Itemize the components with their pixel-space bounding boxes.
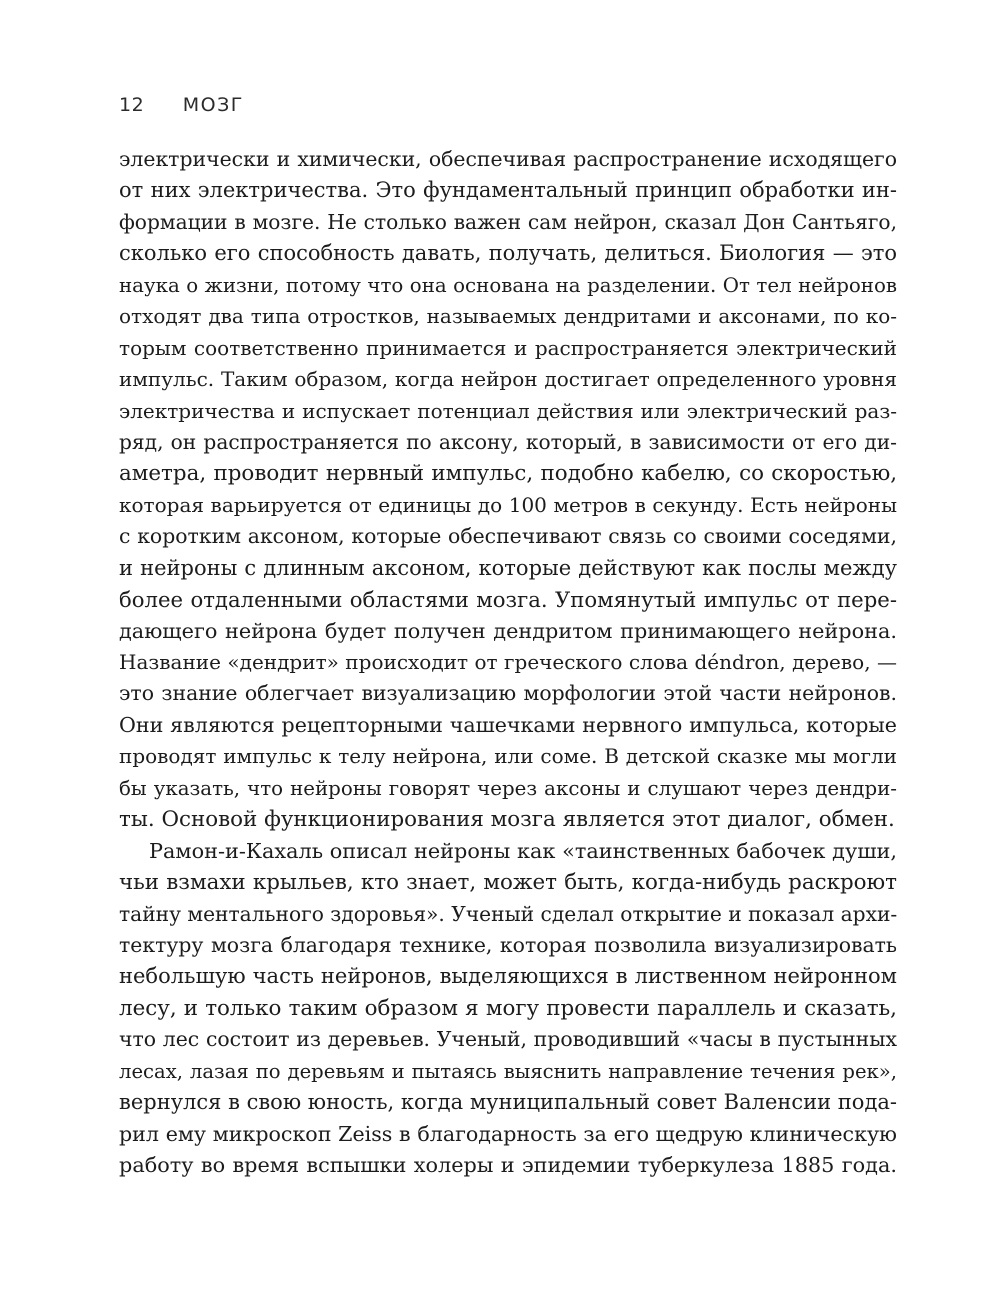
text-line: отходят два типа отростков, называемых дендритами и аксонами, по ко-: [119, 304, 897, 329]
text-line: бы указать, что нейроны говорят через аксоны и слушают через дендри-: [119, 776, 897, 800]
chapter-title: МОЗГ: [182, 94, 244, 116]
text-line: от них электричества. Это фундаментальный принцип обработки ин-: [119, 178, 897, 203]
text-line: ты. Основой функционирования мозга является этот диалог, обмен.: [119, 807, 895, 833]
text-line: работу во время вспышки холеры и эпидемии туберкулеза 1885 года.: [119, 1153, 897, 1177]
text-line: Название «дендрит» происходит от греческого слова déndron, дерево, —: [119, 650, 897, 674]
text-line: тектуру мозга благодаря технике, которая позволила визуализировать: [119, 932, 897, 957]
text-line: ряд, он распространяется по аксону, который, в зависимости от его ди-: [119, 429, 897, 454]
text-line: проводят импульс к телу нейрона, или соме. В детской сказке мы могли: [119, 744, 897, 769]
paragraph-1: [119, 144, 897, 836]
text-line: это знание облегчает визуализацию морфологии этой части нейронов.: [119, 681, 897, 706]
text-line: с коротким аксоном, которые обеспечивают связь со своими соседями,: [119, 524, 897, 549]
text-line: формации в мозге. Не столько важен сам нейрон, сказал Дон Сантьяго,: [119, 209, 897, 234]
text-line: которая варьируется от единицы до 100 метров в секунду. Есть нейроны: [119, 492, 897, 517]
text-line: дающего нейрона будет получен дендритом принимающего нейрона.: [119, 618, 897, 643]
text-line: электричества и испускает потенциал действия или электрический раз-: [119, 398, 897, 423]
running-head: [119, 92, 244, 118]
text-line: импульс. Таким образом, когда нейрон достигает определенного уровня: [119, 367, 897, 392]
text-line: аметра, проводит нервный импульс, подобно кабелю, со скоростью,: [119, 461, 897, 487]
page-number: 12: [119, 94, 145, 116]
text-line: сколько его способность давать, получать, делиться. Биология — это: [119, 241, 897, 266]
text-line: тайну ментального здоровья». Ученый сделал открытие и показал архи-: [119, 901, 897, 926]
paragraph-2: [119, 836, 897, 1182]
text-line: лесах, лазая по деревьям и пытаясь выяснить направление течения рек»,: [119, 1059, 897, 1083]
text-line: небольшую часть нейронов, выделяющихся в лиственном нейронном: [119, 964, 897, 989]
text-line: наука о жизни, потому что она основана на разделении. От тел нейронов: [119, 273, 897, 297]
text-line: вернулся в свою юность, когда муниципальный совет Валенсии пода-: [119, 1090, 897, 1115]
text-line: что лес состоит из деревьев. Ученый, проводивший «часы в пустынных: [119, 1027, 897, 1052]
text-line: более отдаленными областями мозга. Упомянутый импульс от пере-: [119, 587, 897, 613]
text-line: и нейроны с длинным аксоном, которые действуют как послы между: [119, 555, 897, 580]
text-line: Они являются рецепторными чашечками нервного импульса, которые: [119, 712, 897, 737]
body-text: [119, 144, 897, 1181]
text-line: торым соответственно принимается и распространяется электрический: [119, 335, 897, 360]
text-line: Рамон-и-Кахаль описал нейроны как «таинственных бабочек души,: [149, 838, 897, 863]
text-line: электрически и химически, обеспечивая распространение исходящего: [119, 147, 897, 171]
text-line: рил ему микроскоп Zeiss в благодарность за его щедрую клиническую: [119, 1121, 897, 1146]
text-line: чьи взмахи крыльев, кто знает, может быть, когда-нибудь раскроют: [119, 870, 897, 896]
text-line: лесу, и только таким образом я могу провести параллель и сказать,: [119, 995, 897, 1021]
